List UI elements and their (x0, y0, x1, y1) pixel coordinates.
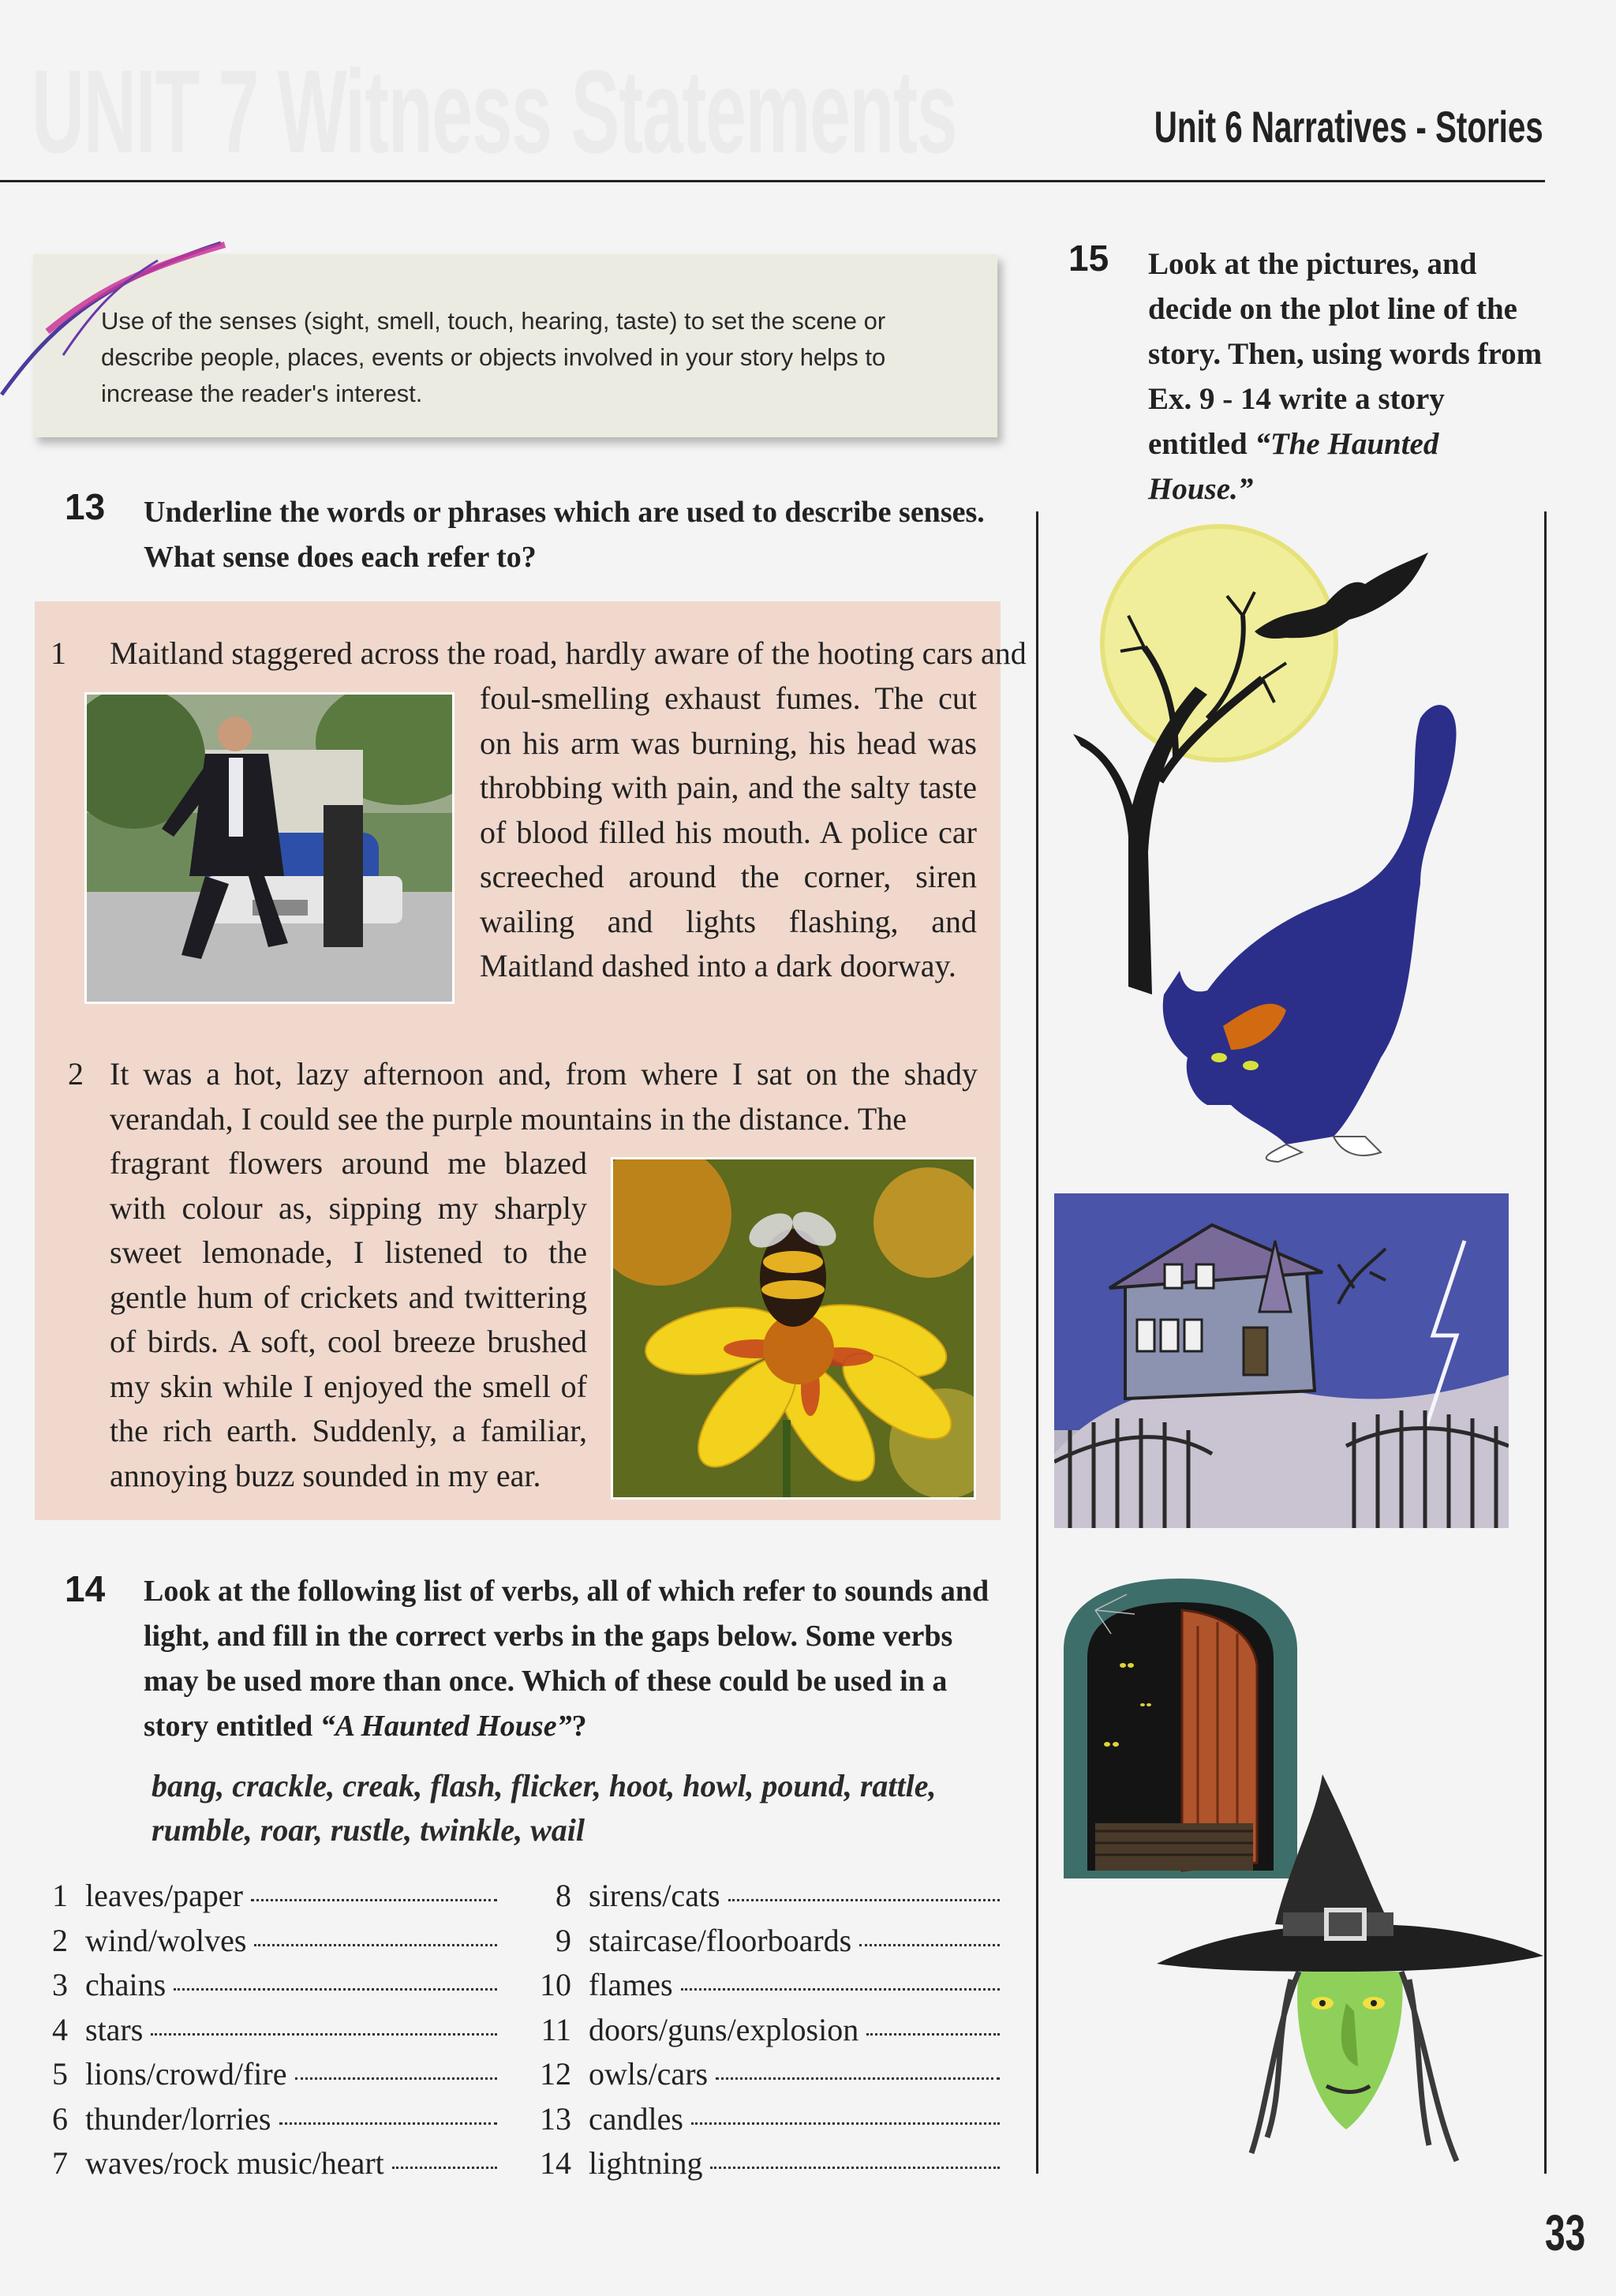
gap-blank[interactable] (866, 2016, 1000, 2036)
witch-illustration (1157, 1774, 1543, 2177)
gap-item: doors/guns/explosion (589, 2011, 859, 2047)
passage-2-number: 2 (68, 1056, 84, 1092)
exercise-15-number: 15 (1068, 238, 1109, 279)
gap-row (44, 2100, 497, 2145)
gap-item: leaves/paper (85, 1878, 243, 1913)
gap-item: staircase/floorboards (589, 1922, 852, 1958)
bee-on-flower-photo (611, 1157, 976, 1500)
gap-number: 13 (540, 2100, 571, 2137)
passage-1-first-line: Maitland staggered across the road, hardly aware of the hooting cars and (110, 635, 1027, 671)
gap-row (44, 2055, 497, 2100)
gap-item: candles (589, 2100, 683, 2137)
gap-row (44, 1922, 497, 1967)
exercise-14-story-title: “A Haunted House” (320, 1710, 572, 1743)
gap-number: 9 (556, 1922, 571, 1958)
moon-tree-cat-illustration (1049, 521, 1539, 1176)
gap-row (530, 2055, 1000, 2100)
gap-row (44, 1966, 497, 2011)
gap-item: lions/crowd/fire (85, 2056, 287, 2092)
gap-number: 8 (556, 1878, 571, 1913)
gap-item: sirens/cats (589, 1878, 720, 1913)
gap-number: 14 (540, 2145, 571, 2181)
gap-blank[interactable] (859, 1927, 1000, 1946)
verb-list: bang, crackle, creak, flash, flicker, hoot, howl, pound, rattle, rumble, roar, rustle, twinkle, wail (152, 1768, 937, 1848)
gap-number: 4 (52, 2011, 68, 2047)
unit-title: Unit 6 Narratives - Stories (1154, 102, 1543, 152)
column-rule-right (1544, 511, 1547, 2174)
gap-item: flames (589, 1967, 673, 2002)
passage-2-text: fragrant flowers around me blazed with colour as, sipping my sharply sweet lemonade, I listened to the gentle hum of crickets and twittering of birds. A soft, cool breeze brushed my skin while I enjoyed the smell of the rich earth. Suddenly, a familiar, annoying buzz sounded in my ear. (110, 1145, 587, 1493)
column-rule-left (1036, 511, 1038, 2174)
gap-blank[interactable] (681, 1971, 1000, 1991)
gap-item: wind/wolves (85, 1922, 247, 1958)
gap-row (530, 1922, 1000, 1967)
gap-number: 3 (52, 1967, 68, 2002)
exercise-14-number: 14 (65, 1568, 106, 1609)
ghost-unit-title: UNIT 7 Witness Statements (32, 45, 957, 178)
header-rule (0, 180, 1545, 182)
gap-blank[interactable] (295, 2060, 498, 2080)
gap-blank[interactable] (279, 2105, 498, 2125)
gap-item: waves/rock music/heart (85, 2145, 384, 2181)
gap-number: 2 (52, 1922, 68, 1958)
gap-row (530, 1966, 1000, 2011)
gap-blank[interactable] (151, 2016, 497, 2036)
gap-blank[interactable] (251, 1882, 497, 1901)
gap-row (44, 1877, 497, 1922)
gap-row (530, 2100, 1000, 2145)
exercise-13-instruction: Underline the words or phrases which are used to describe senses. What sense does each refer to? (144, 496, 985, 574)
gap-item: lightning (589, 2145, 703, 2181)
gap-row (44, 2011, 497, 2056)
gap-number: 1 (52, 1878, 68, 1913)
tip-text: Use of the senses (sight, smell, touch, hearing, taste) to set the scene or describe people, places, events or objects involved in your story helps to increase the reader's interest. (101, 307, 886, 407)
running-man-photo (84, 692, 454, 1004)
exercise-13-number: 13 (65, 486, 106, 527)
gap-list-right (530, 1877, 1000, 2189)
gap-row (530, 2011, 1000, 2056)
gap-blank[interactable] (710, 2149, 1000, 2169)
gap-number: 11 (541, 2011, 571, 2047)
exercise-14-question-mark: ? (571, 1710, 587, 1743)
gap-item: owls/cars (589, 2056, 709, 2092)
exercise-15-instruction (1148, 242, 1551, 511)
gap-blank[interactable] (174, 1971, 497, 1991)
gap-number: 12 (540, 2056, 571, 2092)
page-number: 33 (1545, 2204, 1586, 2261)
gap-row (530, 1877, 1000, 1922)
gap-item: thunder/lorries (85, 2100, 271, 2137)
gap-number: 5 (52, 2056, 68, 2092)
gap-blank[interactable] (691, 2105, 1000, 2125)
exercise-15-story-title: “The Haunted House.” (1148, 427, 1439, 506)
passage-2-intro: It was a hot, lazy afternoon and, from where I sat on the shady verandah, I could see the purple mountains in the distance. The (110, 1056, 978, 1137)
passage-1-number: 1 (50, 635, 66, 671)
gap-list-left (44, 1877, 497, 2189)
gap-row (530, 2144, 1000, 2189)
passage-1-text: foul-smelling exhaust fumes. The cut on his arm was burning, his head was throbbing with pain, and the salty taste of blood filled his mouth. A police car screeched around the corner, siren wailing and lights flashing, and Maitland dashed into a dark doorway. (480, 680, 977, 983)
gap-item: stars (85, 2011, 144, 2047)
gap-item: chains (85, 1967, 166, 2002)
gap-blank[interactable] (728, 1882, 1000, 1901)
gap-number: 6 (52, 2100, 68, 2137)
gap-row (44, 2144, 497, 2189)
exercise-14-instruction-text: Look at the following list of verbs, all of which refer to sounds and light, and fill in the correct verbs in the gaps below. Some verbs may be used more than once. Which of these could be used in a story entitled (144, 1575, 989, 1743)
bee-on-flower-image (613, 1159, 975, 1499)
exercise-15-instruction-text: Look at the pictures, and decide on the plot line of the story. Then, using words from Ex. 9 - 14 write a story entitled (1148, 247, 1543, 461)
gap-blank[interactable] (716, 2060, 1000, 2080)
pen-stroke-icon (0, 237, 237, 403)
gap-blank[interactable] (254, 1927, 497, 1946)
haunted-house-illustration (1054, 1193, 1509, 1528)
gap-number: 7 (52, 2145, 68, 2181)
exercise-14-instruction (144, 1569, 1000, 1749)
gap-number: 10 (540, 1967, 571, 2002)
gap-blank[interactable] (392, 2149, 497, 2169)
running-man-image (87, 695, 454, 1003)
